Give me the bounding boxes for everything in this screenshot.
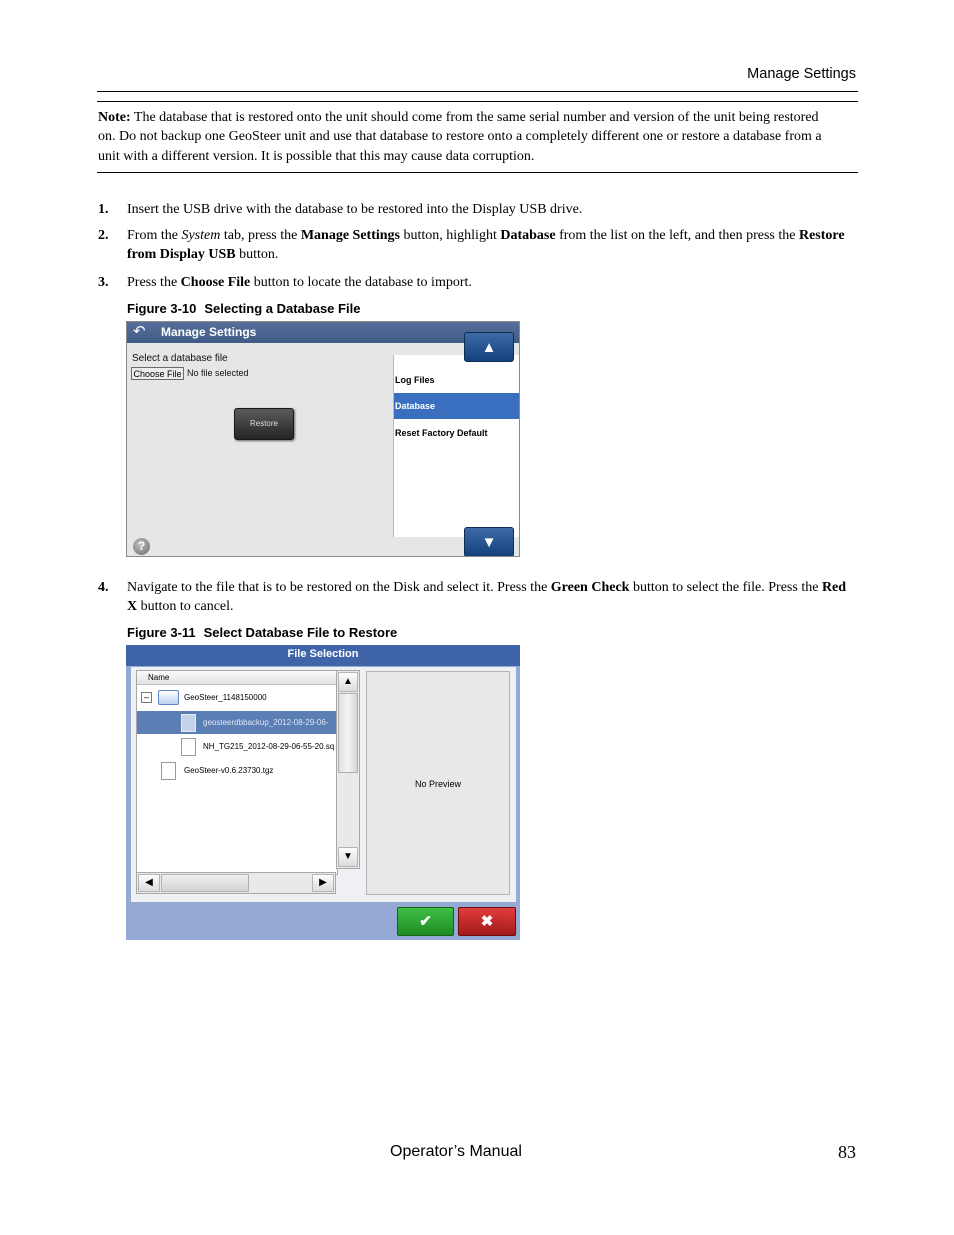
tree-row-label: geosteerdbbackup_2012-08-29-06- [203,718,329,727]
choose-file-ref: Choose File [180,275,251,290]
list-item-database[interactable]: Database [394,393,520,419]
figure-caption-3-10 [127,301,360,316]
manage-settings-ref: Manage Settings [300,228,400,243]
tree-row-file[interactable] [137,759,337,782]
file-tree [136,670,338,875]
step-4 [98,578,858,618]
folder-icon [158,690,179,705]
red-x-button[interactable] [458,907,516,936]
red-x-ref: Red X [127,580,847,615]
step-text [127,226,858,265]
step-number: 2. [98,228,109,243]
file-selection-screenshot [126,645,520,940]
step-text-part: tab, press the [220,228,301,243]
file-icon [161,762,176,780]
step-text-part: Navigate to the file that is to be restored on the Disk and select it. Press the [127,580,551,595]
figure-number: Figure 3-10 [127,301,197,316]
step-text [127,200,858,219]
scroll-down-button[interactable] [464,527,514,557]
database-ref: Database [500,228,556,243]
manage-settings-screenshot [126,321,520,557]
note-text: The database that is restored onto the unit should come from the same serial number and version of the unit being restored on. Do not backup one GeoSteer unit and use that database to restore onto a completely different one or restore a database from a unit with a different version. It is possible that this may cause data corruption. [98,110,822,164]
step-text-part: button, highlight [400,228,501,243]
note-block [98,108,838,166]
up-arrow-icon: ▲ [481,339,497,356]
step-text-part: button to cancel. [137,599,234,615]
step-text-part: From the [127,228,182,243]
tree-row-selected-file[interactable] [137,711,337,734]
note-label: Note: [98,110,131,125]
check-icon: ✔ [419,913,432,930]
figure-number: Figure 3-11 [127,625,196,640]
preview-pane: No Preview [366,671,510,895]
scroll-right-icon[interactable]: ▶ [312,874,334,892]
no-file-status: No file selected [187,368,249,378]
file-icon [181,738,196,756]
step-text-part: button. [235,247,279,263]
close-icon: ✖ [480,913,494,930]
step-number: 4. [98,580,109,595]
horizontal-scroll-thumb[interactable] [161,874,249,892]
figure-caption-3-11 [127,625,397,640]
step-number: 1. [98,202,109,217]
help-icon[interactable]: ? [133,538,150,555]
back-arrow-icon[interactable]: ↶ [133,323,146,340]
green-check-ref: Green Check [550,580,630,595]
figure-title: Select Database File to Restore [203,625,398,640]
collapse-icon[interactable]: – [141,692,152,703]
note-top-rule [97,101,858,102]
step-text-part: button to select the file. Press the [629,580,822,595]
list-item-log-files[interactable]: Log Files [395,375,435,385]
scroll-left-icon[interactable]: ◀ [138,874,160,892]
step-3 [98,273,858,293]
step-2 [98,226,858,266]
footer-manual-title: Operator’s Manual [390,1143,522,1160]
page-number: 83 [838,1142,856,1162]
step-text [127,273,858,292]
list-item-reset-factory-default[interactable]: Reset Factory Default [395,428,488,438]
tree-row-label: GeoSteer_1148150000 [184,693,267,702]
scroll-up-button[interactable] [464,332,514,362]
scroll-thumb[interactable] [338,693,358,773]
system-tab-ref: System [181,228,221,243]
step-1 [98,200,858,220]
step-number: 3. [98,275,109,290]
green-check-button[interactable] [397,907,454,936]
screen-title: Manage Settings [161,325,257,339]
step-text [127,578,858,617]
step-text-part: button to locate the database to import. [250,275,472,290]
horizontal-scrollbar[interactable] [136,872,336,894]
restore-button[interactable]: Restore [234,408,294,440]
name-column-header[interactable]: Name [137,671,337,685]
vertical-scrollbar[interactable] [336,670,360,869]
dialog-title: File Selection [287,648,359,660]
note-bottom-rule [97,172,858,173]
step-text-part: Insert the USB drive with the database to be restored into the Display USB drive. [127,202,583,217]
restore-usb-ref: Restore from Display USB [127,228,845,263]
title-bar [127,322,519,343]
tree-row-file[interactable] [137,735,337,758]
step-text-part: from the list on the left, and then press the [555,228,799,243]
tree-row-label: GeoSteer-v0.6.23730.tgz [184,766,274,775]
file-icon [181,714,196,732]
choose-file-button[interactable]: Choose File [131,367,184,380]
settings-list [393,355,520,537]
step-text-part: Press the [127,275,181,290]
header-rule [97,91,858,92]
title-bar [126,645,520,666]
select-database-label: Select a database file [132,353,228,364]
figure-title: Selecting a Database File [204,301,361,316]
running-header: Manage Settings [747,66,856,82]
scroll-down-icon[interactable]: ▼ [338,847,358,867]
scroll-up-icon[interactable]: ▲ [338,672,358,692]
down-arrow-icon: ▼ [481,534,497,551]
tree-row-folder[interactable] [137,686,337,709]
tree-row-label: NH_TG215_2012-08-29-06-55-20.sq [203,742,335,751]
